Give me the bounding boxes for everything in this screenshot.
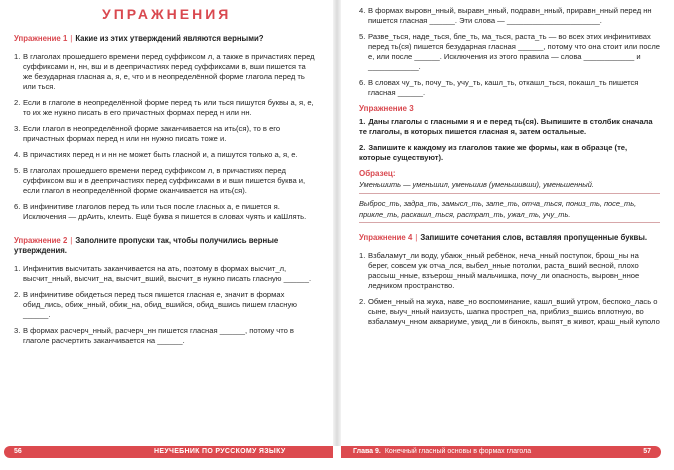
chapter-label: Глава 9. (353, 448, 381, 455)
book-title: НЕУЧЕБНИК ПО РУССКОМУ ЯЗЫКУ (154, 448, 286, 455)
exercise-2-list (14, 264, 315, 346)
page-number: 56 (14, 448, 22, 455)
list-item: 3. В формах расчерч_нный, расчерч_нн пишется гласная ______, потому что в глаголе расчертить заканчивается на ______. (14, 326, 294, 345)
exercise-1-header (14, 34, 315, 44)
exercise-2-header (14, 236, 315, 256)
sample-heading: Образец: (359, 169, 396, 178)
list-item: 5. В глаголах прошедшего времени перед суффиксом л, в причастиях перед суффиксом вш и в деепричастиях перед суффиксами в и вши пишется буква и, если глагол в неопределённой форме оканчивается на ить(ся). (14, 166, 306, 195)
exercise-4-label: Упражнение 4 (359, 233, 413, 242)
list-item: 6. В словах чу_ть, почу_ть, учу_ть, кашл_ть, откашл_ться, покашл_ть пишется гласная ______. (359, 78, 639, 97)
right-page (337, 0, 674, 446)
list-item: 1. В глаголах прошедшего времени перед суффиксом л, а также в причастиях перед суффиксами н, нн, вш и в деепричастиях перед суффиксами в, вши пишется та же безударная гласная а, я, е, что и в неопределённой форме глагола перед ть или ться. (14, 52, 315, 91)
right-footer (341, 446, 661, 458)
list-item: 4. В формах выровн_нный, выравн_нный, подравн_нный, приравн_нный перед нн пишется гласная ______. Эти слова — ______________________. (359, 6, 652, 25)
exercise-4-list (359, 251, 660, 327)
list-item: 3. Если глагол в неопределённой форме заканчивается на ить(ся), то в его причастных формах перед н или нн нужно писать тоже и. (14, 124, 281, 143)
exercise-1-list (14, 52, 315, 222)
exercise-3-label: Упражнение 3 (359, 104, 414, 113)
page-title: УПРАЖНЕНИЯ (102, 6, 232, 22)
exercise-1-label: Упражнение 1 (14, 34, 68, 43)
left-page (0, 0, 337, 446)
list-item: 1. Инфинитив высчитать заканчивается на ать, поэтому в формах высчит_л, высчит_нный, высчит_на, высчит_вший, высчит_в нужно писать гласную ______. (14, 264, 312, 283)
list-item: 5. Развe_ться, наде_ться, бле_ть, ма_ться, раста_ть — во всех этих инфинитивах перед ть(ся) пишется безударная гласная ______, потому что она стоит или после е, или после ______. Исключения из этого правила — слова ____________ и ____________. (359, 32, 661, 71)
exercise-2-label: Упражнение 2 (14, 236, 68, 245)
exercise-1-prompt: Какие из этих утверждений являются верными? (75, 34, 264, 43)
exercise-2-prompt: Заполните пропуски так, чтобы получились верные утверждения. (14, 236, 279, 255)
separator: | (70, 34, 73, 43)
exercise-3-task-2: 2. Запишите к каждому из глаголов такие же формы, как в образце (те, которые существуют). (359, 143, 628, 162)
exercise-3-task-1: 1. Даны глаголы с гласными я и е перед ть(ся). Выпишите в столбик сначала те глаголы, в которых пишется гласная я, затем остальные. (359, 117, 653, 136)
exercise-3-words: Выброс_ть, задра_ть, замысл_ть, зате_ть, отча_ться, пониз_ть, посе_ть, прикле_ть, раскашл_ться, растрат_ть, ужал_ть, учу_ть. (359, 198, 660, 223)
list-item: 6. В инфинитиве глаголов перед ть или ться после гласных а, е пишется я. Исключения — дрАить, клеить. Ещё буква я пишется в словах чуять и каШлять. (14, 202, 307, 221)
separator: | (70, 236, 73, 245)
left-footer (4, 446, 333, 458)
list-item: 2. Если в глаголе в неопределённой форме перед ть или ться пишутся буквы а, я, е, то их же нужно писать в его причастных формах перед н или нн. (14, 98, 314, 117)
list-item: 2. В инфинитиве обидеться перед ться пишется гласная е, значит в формах обид_лись, обиж_нный, обиж_на, обид_вшийся, обид_вшись пишем гласную ______. (14, 290, 297, 319)
chapter-title (353, 446, 531, 458)
sample-text: Уменьшить — уменьшил, уменьшив (уменьшивши), уменьшенный. (359, 180, 660, 194)
page-number: 57 (643, 448, 651, 455)
list-item: 1. Взбаламут_ли воду, убаюк_нный ребёнок, неча_нный поступок, брош_ны на берег, совсем уж отча_лся, выбел_нные потолки, раста_вший весной, плохо раcсыш_нные, взъерош_нный мальчишка, почу_ли опасность, выровн_нное ледником пространство. (359, 251, 640, 290)
exercise-4-prompt: Запишите сочетания слов, вставляя пропущенные буквы. (420, 233, 648, 242)
chapter-name: Конечный гласный основы в формах глагола (384, 448, 532, 455)
exercise-2-continued-list (359, 6, 660, 98)
separator: | (415, 233, 418, 242)
list-item: 2. Обмен_нный на жука, наве_но воспоминание, кашл_вший утром, беспоко_лась о сыне, выуч_нный наизусть, шапка простреп_на, приблиз_вшись вплотную, во взбаламуч_нном аквариуме, увид_ли в бинокль, выпят_в живот, краш_ный куполо (359, 297, 660, 326)
list-item: 4. В причастиях перед н и нн не может быть гласной и, а пишутся только а, я, е. (14, 150, 298, 159)
exercise-4-header (359, 233, 660, 243)
